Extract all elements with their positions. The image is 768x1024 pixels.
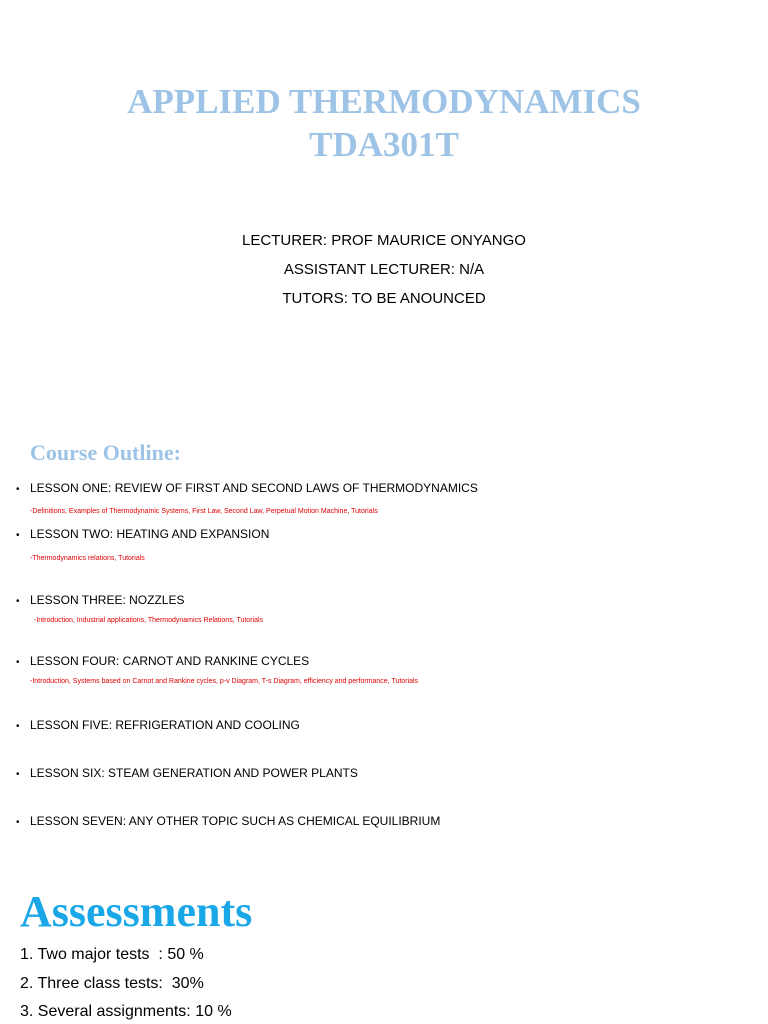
- bullet-icon: •: [16, 817, 20, 828]
- assessment-item: 1. Two major tests : 50 %: [20, 946, 204, 963]
- lesson-title: LESSON SEVEN: ANY OTHER TOPIC SUCH AS CHEMICAL EQUILIBRIUM: [30, 814, 441, 828]
- lesson-detail: -Introduction, Industrial applications, Thermodynamics Relations, Tutorials: [34, 617, 264, 624]
- lesson-title: LESSON THREE: NOZZLES: [30, 593, 185, 607]
- lesson-title: LESSON TWO: HEATING AND EXPANSION: [30, 527, 270, 541]
- lecturer-line: LECTURER: PROF MAURICE ONYANGO: [242, 232, 526, 249]
- lesson-item: [16, 718, 300, 732]
- lesson-detail: -Thermodynamics relations, Tutorials: [30, 555, 145, 562]
- lesson-title: LESSON FOUR: CARNOT AND RANKINE CYCLES: [30, 654, 310, 668]
- tutors-line: TUTORS: TO BE ANOUNCED: [282, 290, 486, 307]
- course-code: TDA301T: [309, 125, 459, 164]
- lesson-item: [16, 593, 184, 607]
- lesson-detail: -Definitions, Examples of Thermodynamic Systems, First Law, Second Law, Perpetual Motion Machine, Tutorials: [30, 508, 378, 515]
- lesson-title: LESSON ONE: REVIEW OF FIRST AND SECOND LAWS OF THERMODYNAMICS: [30, 481, 478, 495]
- bullet-icon: •: [16, 530, 20, 541]
- lesson-title: LESSON SIX: STEAM GENERATION AND POWER PLANTS: [30, 766, 358, 780]
- bullet-icon: •: [16, 769, 20, 780]
- lesson-item: [16, 766, 358, 780]
- course-title-line1: APPLIED THERMODYNAMICS: [127, 82, 641, 121]
- assessments-heading: Assessments: [20, 887, 253, 936]
- lesson-title: LESSON FIVE: REFRIGERATION AND COOLING: [30, 718, 300, 732]
- lesson-item: [16, 814, 440, 828]
- lesson-item: [16, 654, 309, 668]
- assessment-item: 3. Several assignments: 10 %: [20, 1003, 232, 1020]
- bullet-icon: •: [16, 721, 20, 732]
- bullet-icon: •: [16, 657, 20, 668]
- bullet-icon: •: [16, 484, 20, 495]
- staff-info: [0, 226, 768, 313]
- lesson-item: [16, 481, 478, 495]
- lesson-item: [16, 527, 269, 541]
- assessment-item: 2. Three class tests: 30%: [20, 975, 204, 992]
- course-outline-heading: Course Outline:: [30, 440, 181, 465]
- bullet-icon: •: [16, 596, 20, 607]
- assistant-lecturer-line: ASSISTANT LECTURER: N/A: [283, 261, 485, 278]
- lesson-detail: -Introduction, Systems based on Carnot and Rankine cycles, p-v Diagram, T-s Diagram, efficiency and performance, Tutorials: [30, 678, 419, 685]
